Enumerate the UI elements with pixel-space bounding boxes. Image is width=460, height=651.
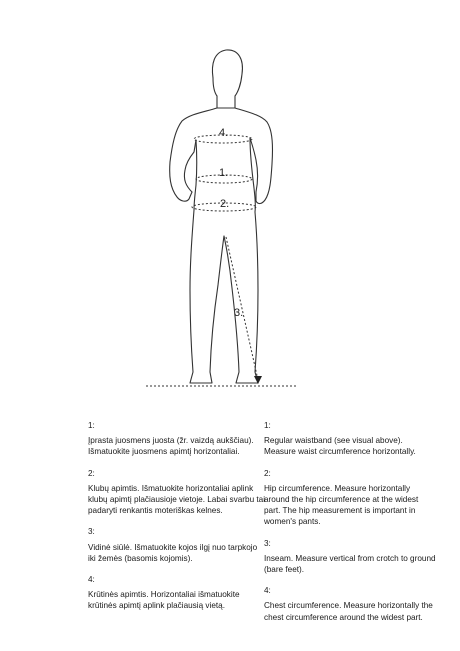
instruction-number: 3: — [88, 527, 95, 537]
inseam-label: 3. — [234, 307, 244, 319]
instruction-item — [264, 420, 436, 458]
waist-label: 1. — [219, 167, 229, 179]
human-silhouette — [170, 50, 273, 383]
instruction-item — [264, 468, 436, 528]
instruction-number: 1: — [264, 421, 271, 430]
instruction-text: Hip circumference. Measure horizontally around the hip circumference at the widest part. The hip measurement is important in women's pants. — [264, 483, 419, 527]
instruction-text: Inseam. Measure vertical from crotch to ground (bare feet). — [264, 553, 436, 575]
instruction-text: Chest circumference. Measure horizontally the chest circumference around the widest part. — [264, 601, 433, 622]
chest-label: 4. — [219, 127, 229, 139]
instruction-item — [88, 420, 266, 458]
instruction-text: Regular waistband (see visual above). Measure waist circumference horizontally. — [264, 436, 416, 457]
instruction-text: Krūtinės apimtis. Horizontaliai išmatuokite krūtinės apimtį aplink plačiausią vietą. — [88, 590, 240, 611]
instruction-text: Įprasta juosmens juosta (žr. vaizdą aukščiau). Išmatuokite juosmens apimtį horizontaliai. — [88, 436, 254, 457]
instruction-number: 2: — [88, 468, 95, 478]
instruction-number: 4: — [264, 586, 271, 596]
instruction-item — [264, 585, 436, 623]
instruction-item — [88, 468, 266, 517]
hip-label: 2. — [220, 198, 230, 210]
instruction-item — [264, 538, 436, 576]
instruction-text: Vidinė siūlė. Išmatuokite kojos ilgį nuo tarpkojo iki žemės (basomis kojomis). — [88, 542, 258, 563]
instruction-number: 4: — [88, 575, 95, 585]
instruction-item — [88, 526, 266, 564]
lithuanian-instructions — [88, 420, 266, 622]
instruction-number: 2: — [264, 468, 271, 478]
instruction-number: 3: — [264, 538, 271, 548]
instruction-text: Klubų apimtis. Išmatuokite horizontaliai aplink klubų apimtį plačiausioje vietoje. Labai svarbu tai padaryti renkantis moteriškas kelnes. — [88, 483, 266, 516]
instruction-number: 1: — [88, 421, 95, 430]
instruction-item — [88, 574, 266, 612]
english-instructions — [264, 420, 436, 633]
